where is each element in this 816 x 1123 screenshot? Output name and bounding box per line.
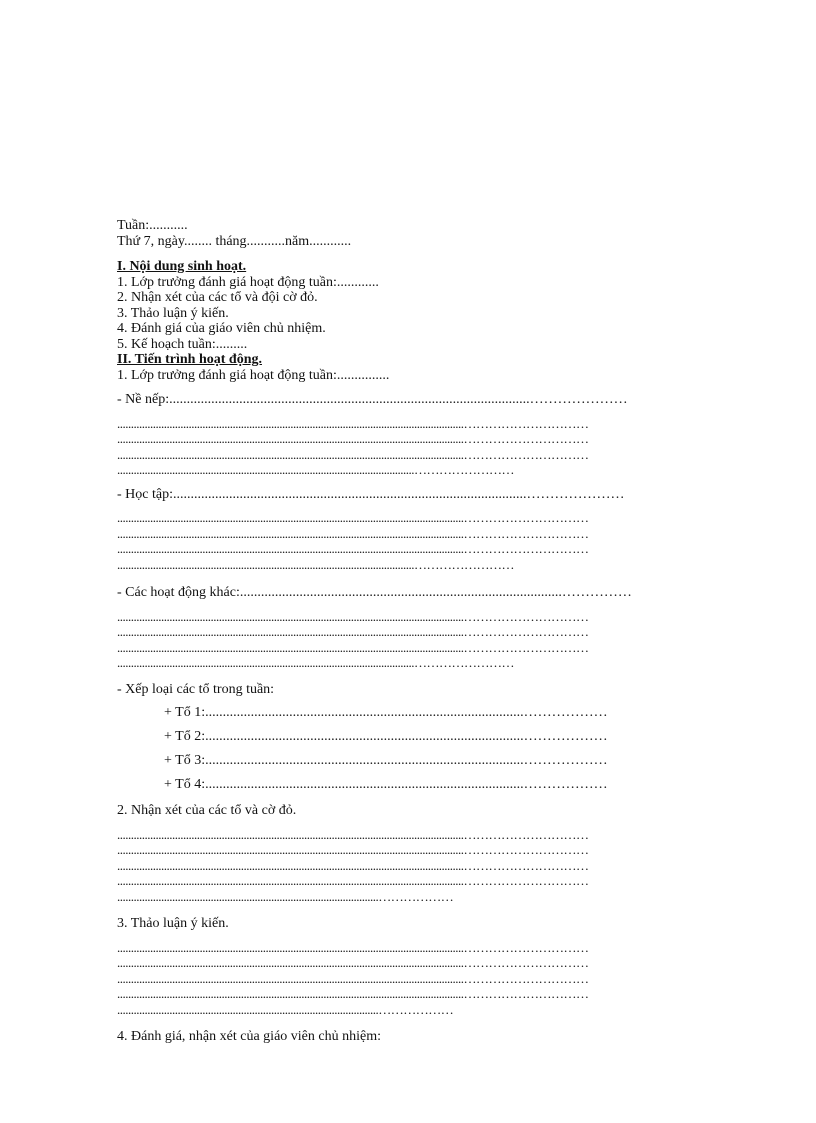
fill-line: ..............................................................................................................................………………………… <box>117 857 589 873</box>
agenda-item-2: 2. Nhận xét của các tổ và đội cờ đỏ. <box>117 290 318 305</box>
fill-line: ..............................................................................................................................………………………… <box>117 939 589 955</box>
study-label: - Học tập:.....................................................................................................………………… <box>117 486 625 502</box>
fill-line: ..............................................................................................................................………………………… <box>117 415 589 431</box>
fill-line: ..............................................................................................................................………………………… <box>117 431 589 446</box>
fill-line: ..............................................................................................................................………………………… <box>117 955 589 970</box>
fill-line: ..............................................................................................................................………………………… <box>117 842 589 857</box>
fill-line: ..............................................................................................................................………………………… <box>117 639 589 655</box>
group-1-line: + Tổ 1:...........................................................................................……………… <box>164 705 608 720</box>
discipline-label: - Nề nếp:.......................................................................................................………………… <box>117 392 628 407</box>
group-ranking-label: - Xếp loại các tổ trong tuần: <box>117 681 275 697</box>
fill-line: ............................................................................................................…………………… <box>117 556 514 572</box>
agenda-item-3: 3. Thảo luận ý kiến. <box>117 305 229 321</box>
group-2-line: + Tổ 2:...........................................................................................……………… <box>164 729 608 744</box>
section2-heading: II. Tiến trình hoạt động. <box>117 352 262 367</box>
class-monitor-review: 1. Lớp trưởng đánh giá hoạt động tuần:............... <box>117 367 390 383</box>
fill-line: ..............................................................................................................................………………………… <box>117 510 589 525</box>
fill-line: ..............................................................................................................................………………………… <box>117 826 589 842</box>
group-3-line: + Tổ 3:...........................................................................................……………… <box>164 753 608 768</box>
fill-line: ............................................................................................................…………………… <box>117 462 514 477</box>
agenda-item-1: 1. Lớp trưởng đánh giá hoạt động tuần:............ <box>117 274 379 290</box>
fill-line: ..............................................................................................................................………………………… <box>117 970 589 986</box>
fill-line: ..............................................................................................................................………………………… <box>117 525 589 541</box>
fill-line: ..............................................................................................................................………………………… <box>117 608 589 624</box>
agenda-item-5: 5. Kế hoạch tuần:......... <box>117 336 248 352</box>
fill-line: ..............................................................................................................................………………………… <box>117 541 589 556</box>
week-line: Tuần:........... <box>117 218 188 233</box>
group-4-line: + Tổ 4:...........................................................................................……………… <box>164 777 608 792</box>
fill-line: ..............................................................................................................................………………………… <box>117 986 589 1001</box>
comments-label: 2. Nhận xét của các tổ và cờ đỏ. <box>117 803 297 818</box>
fill-line: ..............................................................................................................................………………………… <box>117 873 589 888</box>
date-line: Thứ 7, ngày........ tháng...........năm............ <box>117 233 352 249</box>
section1-heading: I. Nội dung sinh hoạt. <box>117 259 247 274</box>
fill-line: ..............................................................................................................................………………………… <box>117 446 589 462</box>
discussion-label: 3. Thảo luận ý kiến. <box>117 916 229 931</box>
fill-line: ...............................................................................................……………… <box>117 888 454 904</box>
other-activities-label: - Các hoạt động khác:............................................................................................…………… <box>117 585 632 600</box>
teacher-evaluation-label: 4. Đánh giá, nhận xét của giáo viên chủ nhiệm: <box>117 1029 381 1044</box>
fill-line: ..............................................................................................................................………………………… <box>117 624 589 639</box>
fill-line: ............................................................................................................…………………… <box>117 655 514 670</box>
agenda-item-4: 4. Đánh giá của giáo viên chủ nhiệm. <box>117 321 326 336</box>
document-page <box>117 218 721 1045</box>
fill-line: ...............................................................................................……………… <box>117 1001 454 1017</box>
